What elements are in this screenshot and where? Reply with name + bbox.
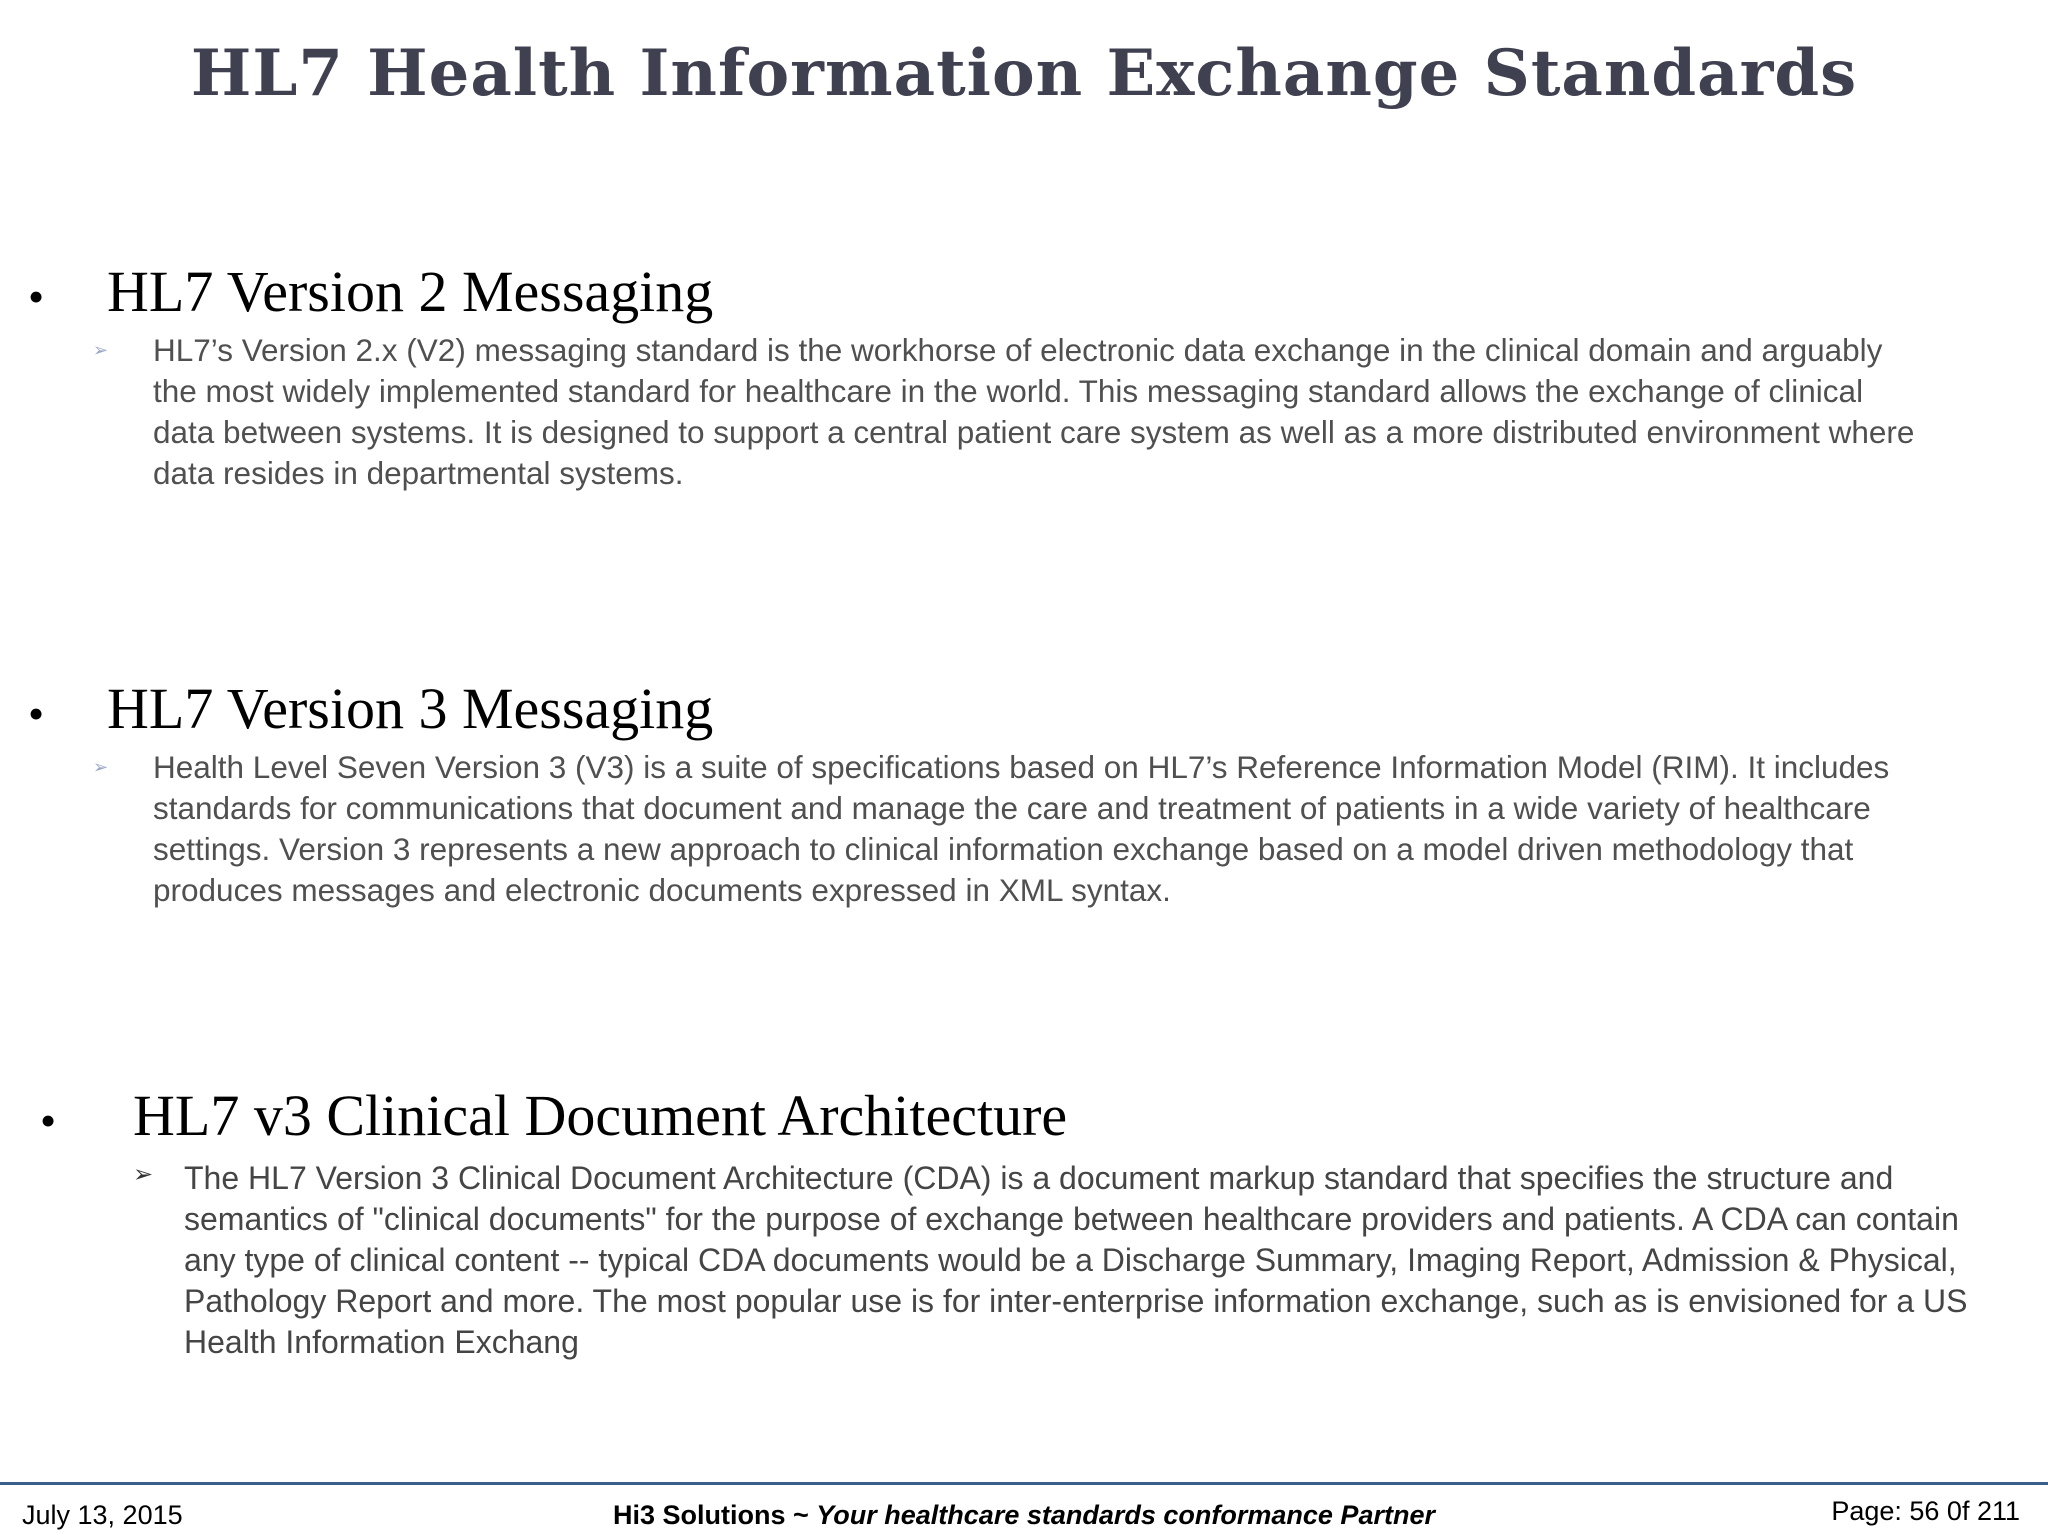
bullet-icon: • [40, 1095, 57, 1146]
arrow-bullet-icon: ➢ [93, 340, 109, 361]
section-body-cda: The HL7 Version 3 Clinical Document Architecture (CDA) is a document markup standard that specifies the structure and semantics of "clinical documents" for the purpose of exchange between healthcare providers and patients. A CDA can contain any type of clinical content -- typical CDA documents would be a Discharge Summary, Imaging Report, Admission & Physical, Pathology Report and more. The most popular use is for inter-enterprise information exchange, such as is envisioned for a US Health Information Exchang [184, 1160, 1968, 1360]
arrow-bullet-icon: ➢ [93, 757, 109, 778]
arrow-bullet-icon: ➢ [133, 1160, 154, 1188]
bullet-icon: • [28, 271, 45, 322]
bullet-icon: • [28, 688, 45, 739]
section-heading-v3: HL7 Version 3 Messaging [107, 676, 714, 741]
footer-date: July 13, 2015 [22, 1500, 183, 1530]
footer-page-number: Page: 56 0f 211 [1831, 1496, 2020, 1526]
footer-tagline: Your healthcare standards conformance Partner [816, 1500, 1435, 1530]
section-heading-cda: HL7 v3 Clinical Document Architecture [133, 1083, 1068, 1148]
section-body-v2: HL7’s Version 2.x (V2) messaging standard is the workhorse of electronic data exchange in the clinical domain and arguably the most widely implemented standard for healthcare in the world. This messaging standard allows the exchange of clinical data between systems. It is designed to support a central patient care system as well as a more distributed environment where data resides in departmental systems. [153, 332, 1915, 491]
section-heading-v2: HL7 Version 2 Messaging [107, 259, 714, 324]
footer-divider [0, 1482, 2048, 1485]
footer-company [0, 1500, 2048, 1531]
slide-title: HL7 Health Information Exchange Standards [190, 36, 1858, 111]
section-body-v3: Health Level Seven Version 3 (V3) is a suite of specifications based on HL7’s Reference Information Model (RIM). It includes standards for communications that document and manage the care and treatment of patients in a wide variety of healthcare settings. Version 3 represents a new approach to clinical information exchange based on a model driven methodology that produces messages and electronic documents expressed in XML syntax. [153, 749, 1890, 908]
footer-company-name: Hi3 Solutions ~ [613, 1500, 817, 1530]
